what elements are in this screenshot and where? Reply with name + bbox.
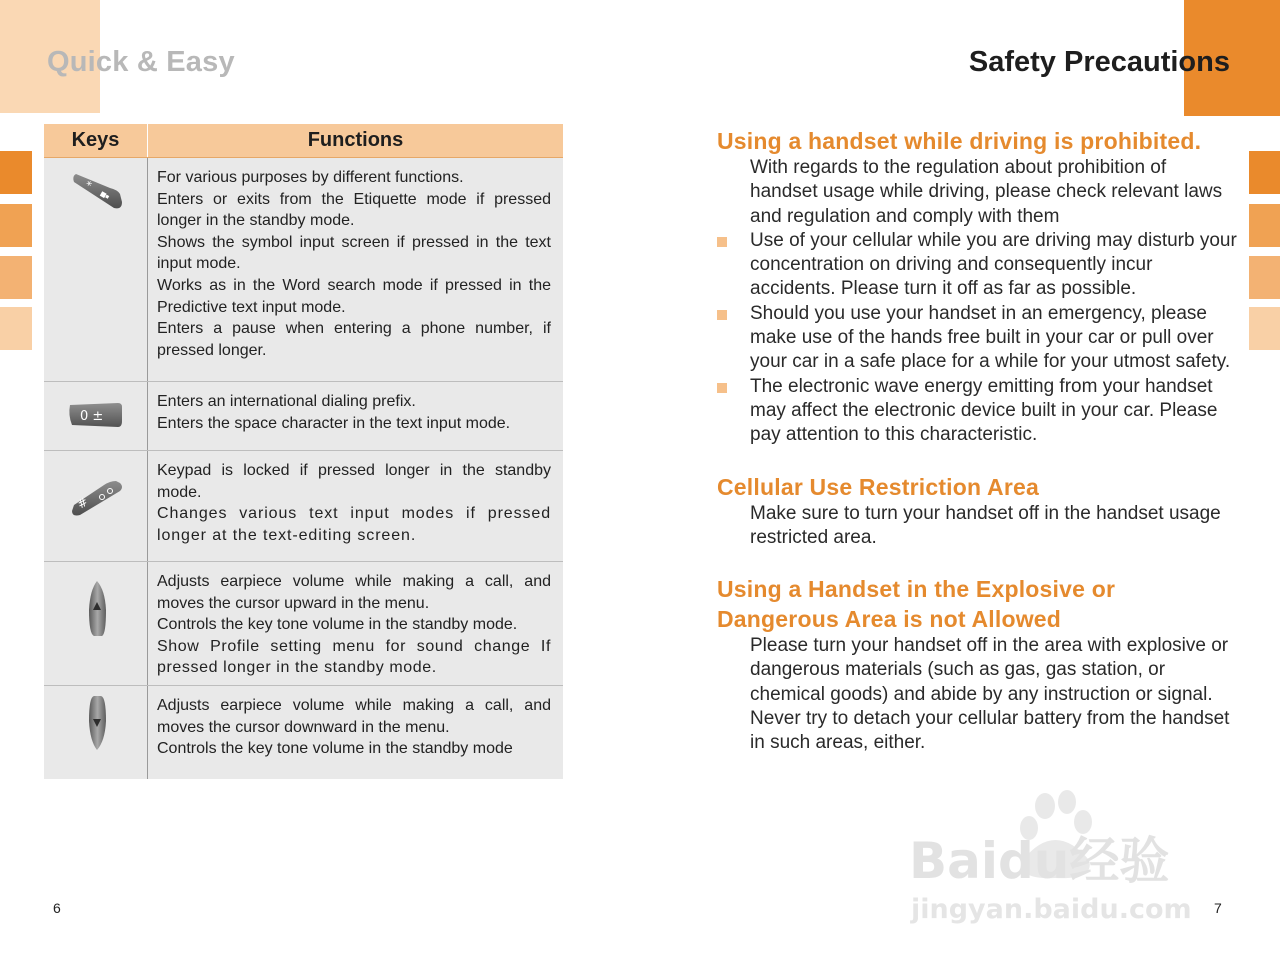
key-cell (44, 382, 148, 450)
bullet-item (717, 302, 1237, 375)
bullet-square-icon (717, 310, 727, 320)
section-heading: Using a handset while driving is prohibited. (717, 128, 1202, 154)
function-line: Adjusts earpiece volume while making a call, and moves the cursor downward in the menu. (157, 697, 551, 736)
bullet-square-icon (717, 383, 727, 393)
right-page-title: Safety Precautions (968, 46, 1230, 78)
left-side-tab-1 (0, 151, 32, 194)
right-side-tab-3 (1249, 256, 1280, 299)
table-row (44, 562, 563, 686)
function-line: Enters the space character in the text input mode. (157, 414, 511, 432)
left-page-title: Quick & Easy (47, 46, 235, 78)
right-side-tab-1 (1249, 151, 1280, 194)
function-line: Enters a pause when entering a phone number, if pressed longer. (157, 320, 551, 359)
volume-down-key-icon (86, 695, 108, 751)
section-heading-line: Using a Handset in the Explosive or (717, 576, 1116, 603)
function-cell (148, 562, 563, 685)
bullet-text: Should you use your handset in an emergency, please make use of the hands free built in your car or pull over your car in a safe place for a while for your utmost safety. (750, 302, 1231, 373)
hash-key-glyph: # (74, 494, 91, 512)
safety-precautions-content (717, 126, 1237, 756)
function-line: Show Profile setting menu for sound change If pressed longer in the standby mode. (157, 637, 551, 677)
table-row (44, 451, 563, 562)
bullet-text: Use of your cellular while you are driving may disturb your concentration on driving and consequently incur accidents. Please turn it off as far as possible. (750, 229, 1237, 300)
function-cell (148, 451, 563, 561)
bullet-item (717, 229, 1237, 302)
zero-key-glyph: 0 ± (80, 409, 104, 424)
table-header-row (44, 124, 563, 158)
function-line: Controls the key tone volume in the standby mode. (157, 616, 518, 634)
volume-up-key-icon (86, 580, 108, 638)
function-cell (148, 686, 563, 779)
watermark-url: jingyan.baidu.com (911, 894, 1192, 925)
function-line: Changes various text input modes if pressed longer at the text-editing screen. (157, 505, 551, 544)
left-page-number: 6 (53, 900, 61, 916)
bullet-item (717, 375, 1237, 448)
function-line: For various purposes by different functions. (157, 169, 464, 186)
function-line: Keypad is locked if pressed longer in the standby mode. (157, 462, 551, 501)
zero-key-icon (66, 401, 124, 429)
section-heading-line: Dangerous Area is not Allowed (717, 606, 1062, 633)
table-row (44, 382, 563, 451)
function-line: Shows the symbol input screen if pressed in the text input mode. (157, 233, 551, 273)
bullet-text: The electronic wave energy emitting from your handset may affect the electronic device built in your car. Please pay attention to this characteristic. (750, 375, 1218, 446)
section-intro: Make sure to turn your handset off in the handset usage restricted area. (750, 502, 1221, 548)
table-row (44, 686, 563, 779)
star-key-icon (70, 172, 124, 210)
functions-column-header: Functions (307, 129, 404, 151)
right-page-number: 7 (1214, 900, 1222, 916)
left-side-tab-2 (0, 204, 32, 247)
keys-functions-table (44, 124, 563, 779)
keys-column-header: Keys (44, 124, 148, 157)
function-line: Enters an international dialing prefix. (157, 393, 416, 410)
left-side-tab-3 (0, 256, 32, 299)
key-cell (44, 451, 148, 561)
function-line: Controls the key tone volume in the standby mode (157, 740, 513, 758)
table-row (44, 158, 563, 382)
function-cell (148, 158, 563, 381)
key-cell (44, 158, 148, 381)
svg-text:*: * (82, 178, 94, 193)
baidu-watermark-logo (905, 780, 1205, 930)
function-line: Works as in the Word search mode if pressed in the Predictive text input mode. (157, 276, 551, 316)
right-side-tab-2 (1249, 204, 1280, 247)
section-intro: With regards to the regulation about prohibition of handset usage while driving, please check relevant laws and regulation and comply with them (750, 157, 1223, 227)
section-intro: Please turn your handset off in the area with explosive or dangerous materials (such as gas, gas station, or chemical goods) and abide by any instruction or signal. Never try to detach your cellular battery from the handset in such areas, either. (750, 635, 1230, 754)
function-cell (148, 382, 563, 450)
section-heading: Cellular Use Restriction Area (717, 473, 1039, 500)
function-line: Adjusts earpiece volume while making a call, and moves the cursor upward in the menu. (157, 573, 551, 612)
bullet-square-icon (717, 237, 727, 247)
watermark-brand: Baidu经验 (909, 832, 1170, 890)
key-cell (44, 686, 148, 779)
key-cell (44, 562, 148, 685)
function-line: Enters or exits from the Etiquette mode if pressed longer in the standby mode. (157, 190, 551, 230)
left-side-tab-4 (0, 307, 32, 350)
hash-key-icon (70, 479, 126, 519)
right-side-tab-4 (1249, 307, 1280, 350)
